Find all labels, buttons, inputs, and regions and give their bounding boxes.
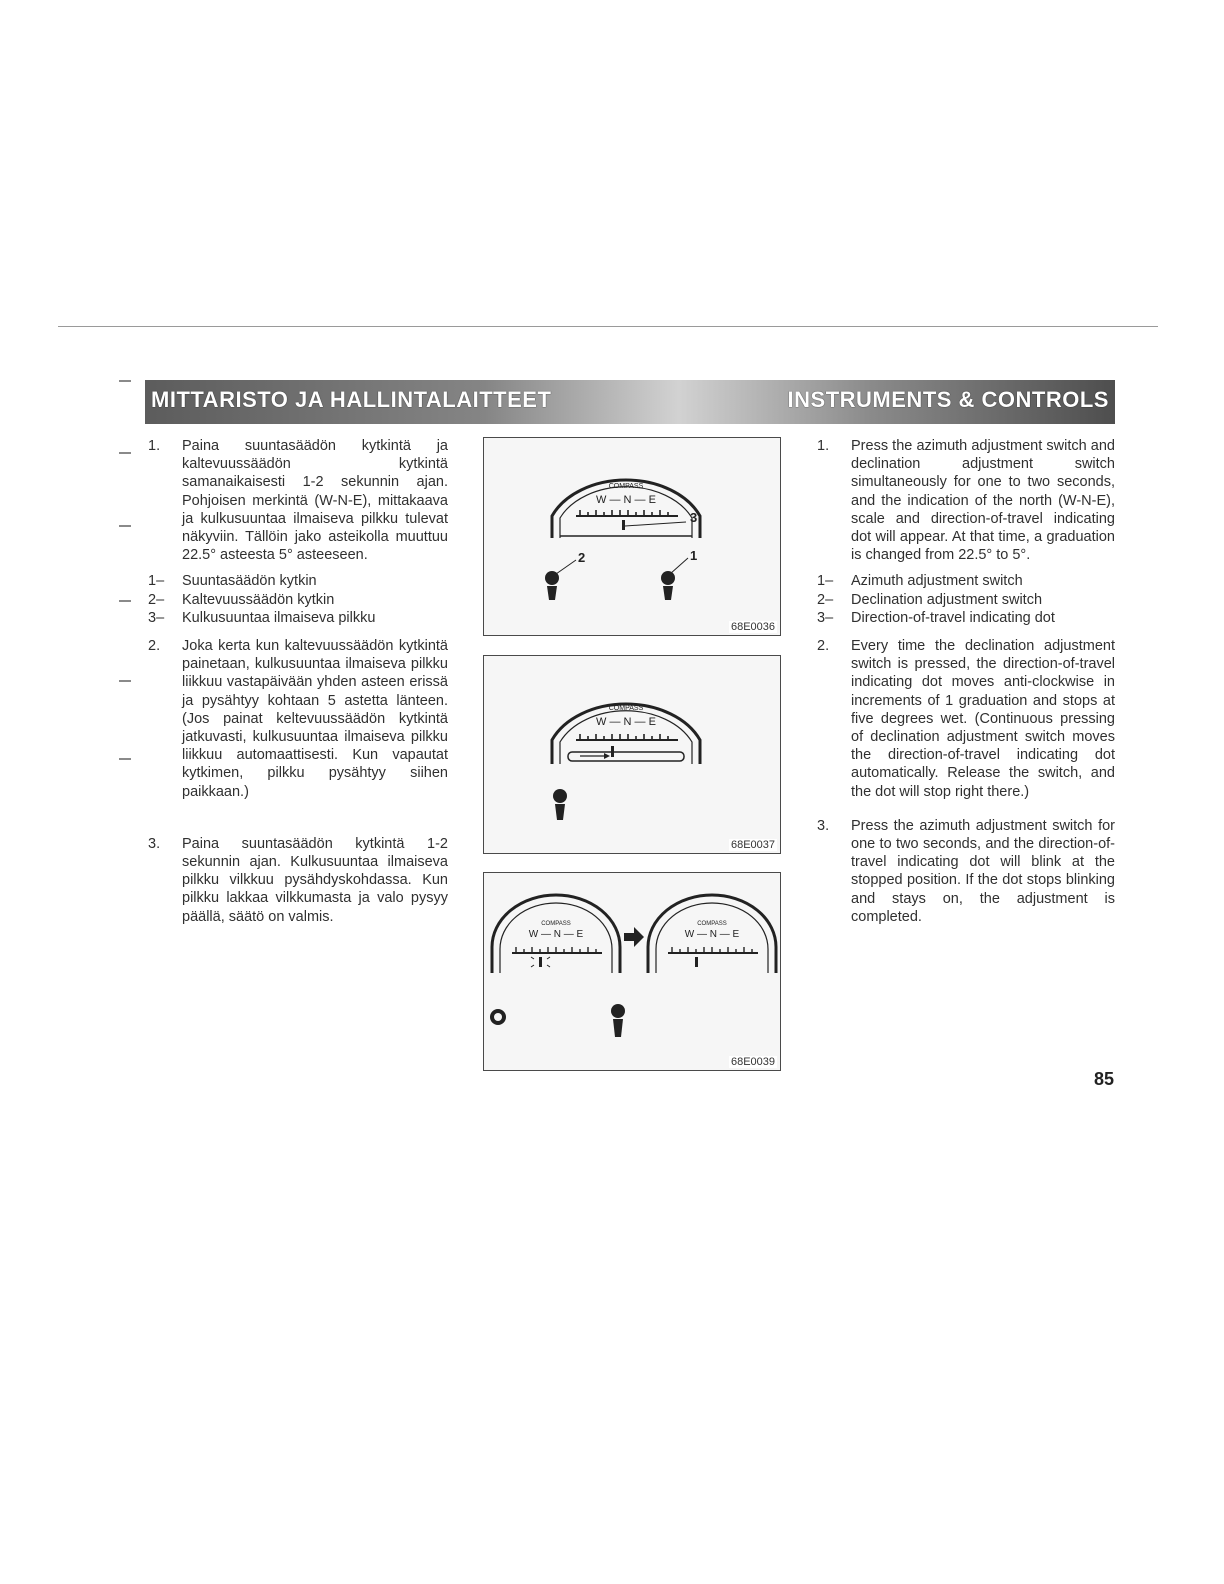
declination-switch — [545, 571, 559, 585]
section-header-bar — [145, 380, 1115, 424]
finger-icon — [555, 804, 565, 820]
direction-dot — [695, 957, 698, 967]
compass-label: COMPASS — [608, 705, 644, 712]
figure-3-panel — [483, 872, 781, 1071]
step-number: 2. — [817, 638, 830, 655]
step-number: 1. — [817, 438, 830, 454]
step-text: Press the azimuth adjustment switch for one to two seconds, and the direction-of-travel indicating dot will blink at the stopped position. If the dot stops blinking and stays on, the adjustment is completed. — [851, 817, 1115, 925]
finger-icon — [613, 1019, 623, 1037]
wne-indicator: W — N — E — [596, 716, 656, 728]
fi-legend — [148, 572, 448, 627]
legend-item — [148, 591, 448, 609]
step-number: 3. — [148, 835, 161, 852]
legend-text: Direction-of-travel indicating dot — [851, 609, 1055, 626]
wne-indicator: W — N — E — [596, 494, 656, 506]
legend-number: 2– — [148, 591, 165, 608]
legend-text: Kaltevuussäädön kytkin — [182, 591, 335, 608]
figure-1-panel — [483, 437, 781, 636]
compass-display-illustration — [484, 873, 780, 1070]
legend-item — [148, 609, 448, 627]
legend-number: 3– — [817, 609, 834, 626]
finger-icon — [547, 586, 557, 600]
step-text: Every time the declination adjustment switch is pressed, the direction-of-travel indicating dot moves anti-clockwise in increments of 1 graduation and stops at five degrees wet. (Continuous pressing of declination adjustment switch moves the direction-of-travel indicating dot automatically. Release the switch, and the dot will stop right there.) — [851, 638, 1115, 800]
legend-text: Suuntasäädön kytkin — [182, 573, 317, 590]
fi-step-2 — [148, 637, 448, 801]
step-number: 3. — [817, 817, 830, 834]
en-step-1 — [817, 437, 1115, 564]
step-text: Paina suuntasäädön kytkintä ja kaltevuussäädön kytkintä samanaikaisesti 1-2 sekunnin ajan. Pohjoisen merkintä (W-N-E), mittakaava ja kulkusuuntaa ilmaiseva pilkku tulevat näkyviin. Tällöin jako asteikolla muuttuu 22.5° asteesta 5° asteeseen. — [182, 438, 448, 564]
en-legend — [817, 572, 1115, 627]
callout-2: 2 — [578, 550, 586, 565]
direction-dot — [622, 520, 625, 530]
figure-code: 68E0039 — [730, 1056, 775, 1068]
legend-text: Azimuth adjustment switch — [851, 573, 1023, 590]
legend-item — [817, 591, 1115, 609]
step-number: 1. — [148, 438, 161, 454]
callout-1: 1 — [690, 548, 698, 563]
azimuth-switch — [661, 571, 675, 585]
compass-label: COMPASS — [608, 483, 644, 490]
step-text: Press the azimuth adjustment switch and declination adjustment switch simultaneously for one to two seconds, and the indication of the north (W-N-E), scale and direction-of-travel indicating dot will appear. At that time, a graduation is changed from 22.5° to 5°. — [851, 438, 1115, 564]
figure-code: 68E0037 — [730, 839, 775, 851]
binding-tick — [119, 452, 131, 454]
declination-switch — [553, 789, 567, 803]
binding-tick — [119, 680, 131, 682]
compass-label: COMPASS — [697, 921, 727, 927]
header-title-english: INSTRUMENTS & CONTROLS — [787, 387, 1109, 412]
step-number: 2. — [148, 638, 161, 655]
compass-display-illustration — [484, 438, 780, 635]
azimuth-switch — [611, 1004, 625, 1018]
legend-item — [148, 572, 448, 590]
legend-number: 3– — [148, 609, 165, 626]
binding-tick — [119, 758, 131, 760]
top-rule — [58, 326, 1158, 327]
header-title-finnish: MITTARISTO JA HALLINTALAITTEET — [151, 387, 552, 412]
compass-display-illustration — [484, 656, 780, 853]
figure-code: 68E0036 — [730, 621, 775, 633]
legend-text: Declination adjustment switch — [851, 591, 1043, 608]
direction-dot — [611, 746, 614, 757]
legend-number: 1– — [148, 573, 165, 590]
fi-step-1 — [148, 437, 448, 564]
binding-tick — [119, 600, 131, 602]
blinking-dot — [539, 957, 542, 967]
step-text: Joka kerta kun kaltevuussäädön kytkintä painetaan, kulkusuuntaa ilmaiseva pilkku liikkuu vastapäivään yhden asteen erissä ja pysähtyy kohtaan 5 astetta länteen. (Jos painat keltevuussäädön kytkintä jatkuvasti, kulkusuuntaa ilmaiseva pilkku liikkuu automaattisesti. Kun vapautat kytkimen, pilkku pysähtyy siihen paikkaan.) — [182, 638, 448, 800]
finnish-column — [148, 437, 448, 926]
legend-item — [817, 572, 1115, 590]
callout-3: 3 — [690, 510, 698, 525]
fi-step-3 — [148, 835, 448, 926]
step-text: Paina suuntasäädön kytkintä 1-2 sekunnin ajan. Kulkusuuntaa ilmaiseva pilkku vilkkuu pysähdyskohdassa. Kun pilkku lakkaa vilkkumasta ja valo pysyy päällä, säätö on valmis. — [182, 835, 448, 925]
en-step-2 — [817, 637, 1115, 801]
figure-2-panel — [483, 655, 781, 854]
wne-indicator: W — N — E — [684, 929, 740, 940]
finger-icon — [663, 586, 673, 600]
en-step-3 — [817, 817, 1115, 926]
binding-tick — [119, 380, 131, 382]
legend-text: Kulkusuuntaa ilmaiseva pilkku — [182, 609, 376, 626]
legend-number: 1– — [817, 573, 834, 590]
legend-item — [817, 609, 1115, 627]
legend-number: 2– — [817, 591, 834, 608]
wne-indicator: W — N — E — [528, 929, 584, 940]
binding-tick — [119, 525, 131, 527]
compass-label: COMPASS — [541, 921, 571, 927]
page-number: 85 — [1094, 1069, 1115, 1089]
arrow-right-icon — [624, 927, 644, 947]
binding-edge — [58, 380, 61, 1100]
english-column — [817, 437, 1115, 926]
